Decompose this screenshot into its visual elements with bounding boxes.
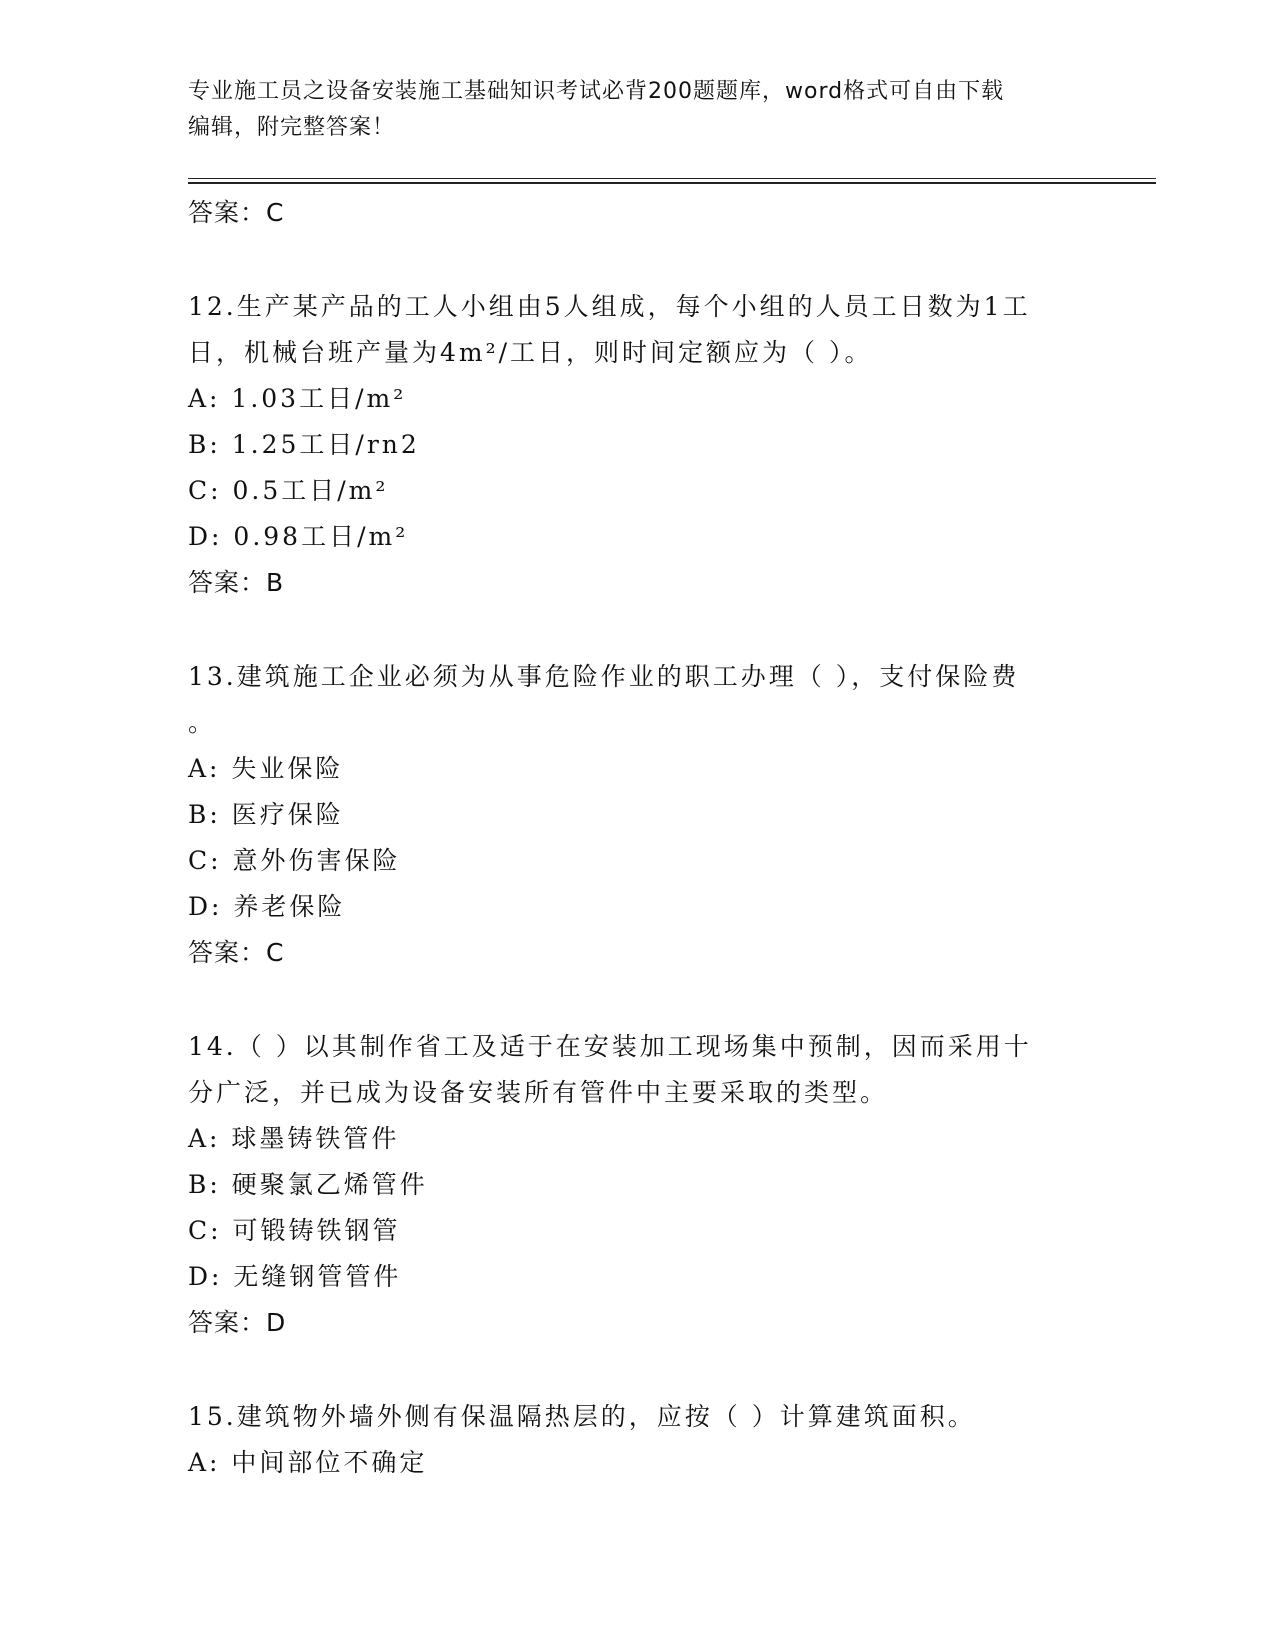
- option-d: D: 0.98工日/m²: [188, 522, 409, 551]
- question-block: [188, 1394, 1088, 1486]
- header-line-1: 专业施工员之设备安装施工基础知识考试必背200题题库，word格式可自由下载: [188, 79, 1005, 104]
- option-c: C: 意外伤害保险: [188, 846, 401, 875]
- option-b: B: 硬聚氯乙烯管件: [188, 1170, 428, 1199]
- question-list: [188, 190, 1088, 1486]
- question-stem-line: 15.建筑物外墙外侧有保温隔热层的，应按（ ）计算建筑面积。: [188, 1402, 976, 1431]
- answer-line: 答案：C: [188, 198, 285, 227]
- question-stem-line: 。: [188, 708, 217, 737]
- option-b: B: 医疗保险: [188, 800, 344, 829]
- answer-line: 答案：B: [188, 568, 285, 597]
- answer-line: 答案：C: [188, 938, 285, 967]
- question-stem-line: 分广泛，并已成为设备安装所有管件中主要采取的类型。: [188, 1078, 889, 1107]
- question-stem-line: 14.（ ）以其制作省工及适于在安装加工现场集中预制，因而采用十: [188, 1032, 1032, 1061]
- question-stem-line: 12.生产某产品的工人小组由5人组成，每个小组的人员工日数为1工: [188, 292, 1031, 321]
- option-a: A: 中间部位不确定: [188, 1448, 428, 1477]
- option-c: C: 可锻铸铁钢管: [188, 1216, 401, 1245]
- header-rule-thin: [188, 178, 1156, 179]
- option-d: D: 养老保险: [188, 892, 346, 921]
- header-line-2: 编辑，附完整答案！: [188, 115, 396, 140]
- header-rule-thick: [188, 182, 1156, 184]
- option-c: C: 0.5工日/m²: [188, 476, 389, 505]
- document-header: [188, 74, 1088, 146]
- question-stem-line: 日，机械台班产量为4m²/工日，则时间定额应为（ ）。: [188, 338, 873, 367]
- option-a: A: 失业保险: [188, 754, 344, 783]
- option-a: A: 球墨铸铁管件: [188, 1124, 400, 1153]
- question-stem-line: 13.建筑施工企业必须为从事危险作业的职工办理（ ），支付保险费: [188, 662, 1020, 691]
- option-b: B: 1.25工日/rn2: [188, 430, 420, 459]
- answer-line: 答案：D: [188, 1308, 287, 1337]
- question-block: [188, 284, 1088, 606]
- question-block: [188, 654, 1088, 976]
- option-a: A: 1.03工日/m²: [188, 384, 407, 413]
- option-d: D: 无缝钢管管件: [188, 1262, 402, 1291]
- question-block: [188, 1024, 1088, 1346]
